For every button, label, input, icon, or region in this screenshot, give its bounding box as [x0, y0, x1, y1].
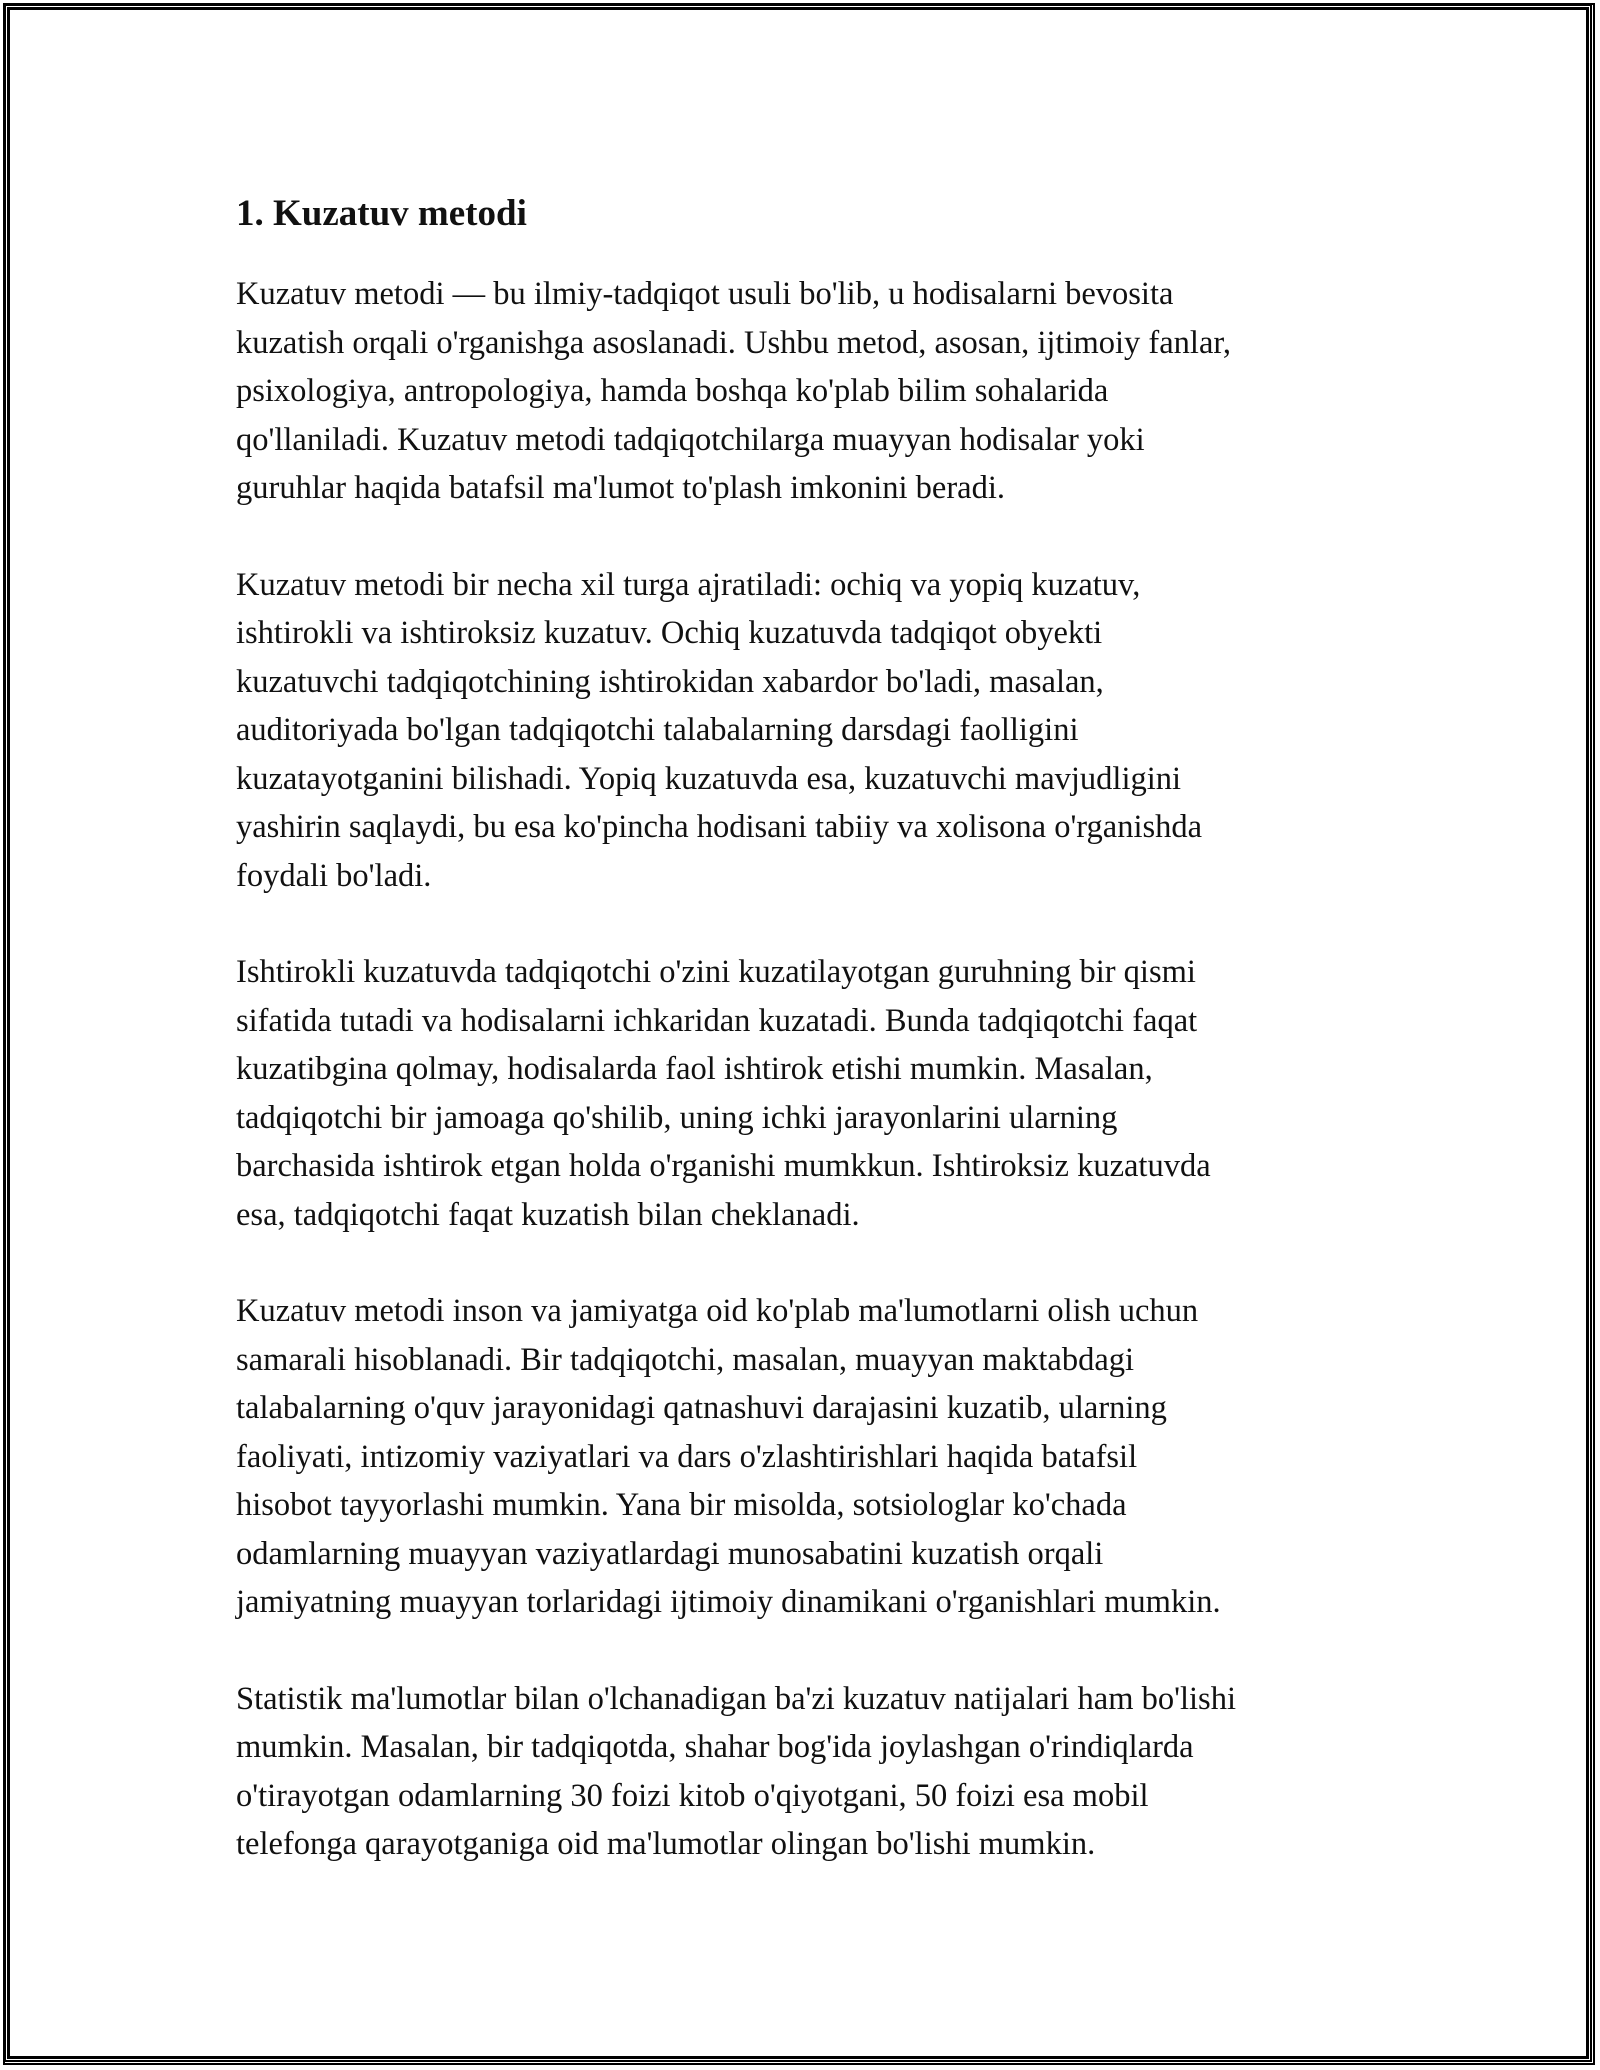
text-line: psixologiya, antropologiya, hamda boshqa ko'plab bilim sohalarida	[236, 373, 1109, 409]
text-line: Kuzatuv metodi bir necha xil turga ajratiladi: ochiq va yopiq kuzatuv,	[236, 566, 1141, 603]
text-line: samarali hisoblanadi. Bir tadqiqotchi, masalan, muayyan maktabdagi	[236, 1341, 1135, 1378]
text-line: kuzatayotganini bilishadi. Yopiq kuzatuvda esa, kuzatuvchi mavjudligini	[236, 760, 1182, 797]
text-line: esa, tadqiqotchi faqat kuzatish bilan cheklanadi.	[236, 1196, 860, 1233]
text-line: kuzatish orqali o'rganishga asoslanadi. Ushbu metod, asosan, ijtimoiy fanlar,	[236, 324, 1232, 361]
text-line: barchasida ishtirok etgan holda o'rganishi mumkkun. Ishtiroksiz kuzatuvda	[236, 1148, 1211, 1184]
text-line: mumkin. Masalan, bir tadqiqotda, shahar bog'ida joylashgan o'rindiqlarda	[236, 1729, 1194, 1765]
text-line: Ishtirokli kuzatuvda tadqiqotchi o'zini kuzatilayotgan guruhning bir qismi	[236, 954, 1196, 990]
text-line: faoliyati, intizomiy vaziyatlari va dars o'zlashtirishlari haqida batafsil	[236, 1438, 1138, 1475]
text-line: telefonga qarayotganiga oid ma'lumotlar olingan bo'lishi mumkin.	[236, 1826, 1096, 1862]
text-line: kuzatuvchi tadqiqotchining ishtirokidan xabardor bo'ladi, masalan,	[236, 663, 1104, 700]
paragraph-2	[236, 561, 1396, 901]
text-line: hisobot tayyorlashi mumkin. Yana bir misolda, sotsiologlar ko'chada	[236, 1487, 1127, 1523]
text-line: auditoriyada bo'lgan tadqiqotchi talabalarning darsdagi faolligini	[236, 712, 1079, 748]
text-line: tadqiqotchi bir jamoaga qo'shilib, uning ichki jarayonlarini ularning	[236, 1099, 1118, 1136]
text-line: guruhlar haqida batafsil ma'lumot to'plash imkonini beradi.	[236, 470, 1005, 506]
text-line: sifatida tutadi va hodisalarni ichkaridan kuzatadi. Bunda tadqiqotchi faqat	[236, 1002, 1198, 1039]
document-body	[236, 186, 1396, 1917]
paragraph-3	[236, 948, 1396, 1239]
text-line: Kuzatuv metodi — bu ilmiy-tadqiqot usuli bo'lib, u hodisalarni bevosita	[236, 276, 1174, 312]
text-line: talabalarning o'quv jarayonidagi qatnashuvi darajasini kuzatib, ularning	[236, 1390, 1167, 1426]
section-heading: 1. Kuzatuv metodi	[236, 193, 527, 234]
text-line: Kuzatuv metodi inson va jamiyatga oid ko'plab ma'lumotlarni olish uchun	[236, 1293, 1199, 1329]
text-line: yashirin saqlaydi, bu esa ko'pincha hodisani tabiiy va xolisona o'rganishda	[236, 809, 1203, 845]
text-line: jamiyatning muayyan torlaridagi ijtimoiy dinamikani o'rganishlari mumkin.	[236, 1584, 1221, 1620]
paragraph-4	[236, 1287, 1396, 1627]
text-line: odamlarning muayyan vaziyatlardagi munosabatini kuzatish orqali	[236, 1535, 1104, 1572]
paragraph-5	[236, 1675, 1396, 1869]
paragraph-1	[236, 270, 1396, 513]
text-line: qo'llaniladi. Kuzatuv metodi tadqiqotchilarga muayyan hodisalar yoki	[236, 421, 1145, 458]
text-line: foydali bo'ladi.	[236, 857, 432, 894]
text-line: o'tirayotgan odamlarning 30 foizi kitob o'qiyotgani, 50 foizi esa mobil	[236, 1777, 1149, 1814]
text-line: ishtirokli va ishtiroksiz kuzatuv. Ochiq kuzatuvda tadqiqot obyekti	[236, 615, 1103, 651]
text-line: Statistik ma'lumotlar bilan o'lchanadigan ba'zi kuzatuv natijalari ham bo'lishi	[236, 1680, 1236, 1717]
text-line: kuzatibgina qolmay, hodisalarda faol ishtirok etishi mumkin. Masalan,	[236, 1051, 1153, 1087]
